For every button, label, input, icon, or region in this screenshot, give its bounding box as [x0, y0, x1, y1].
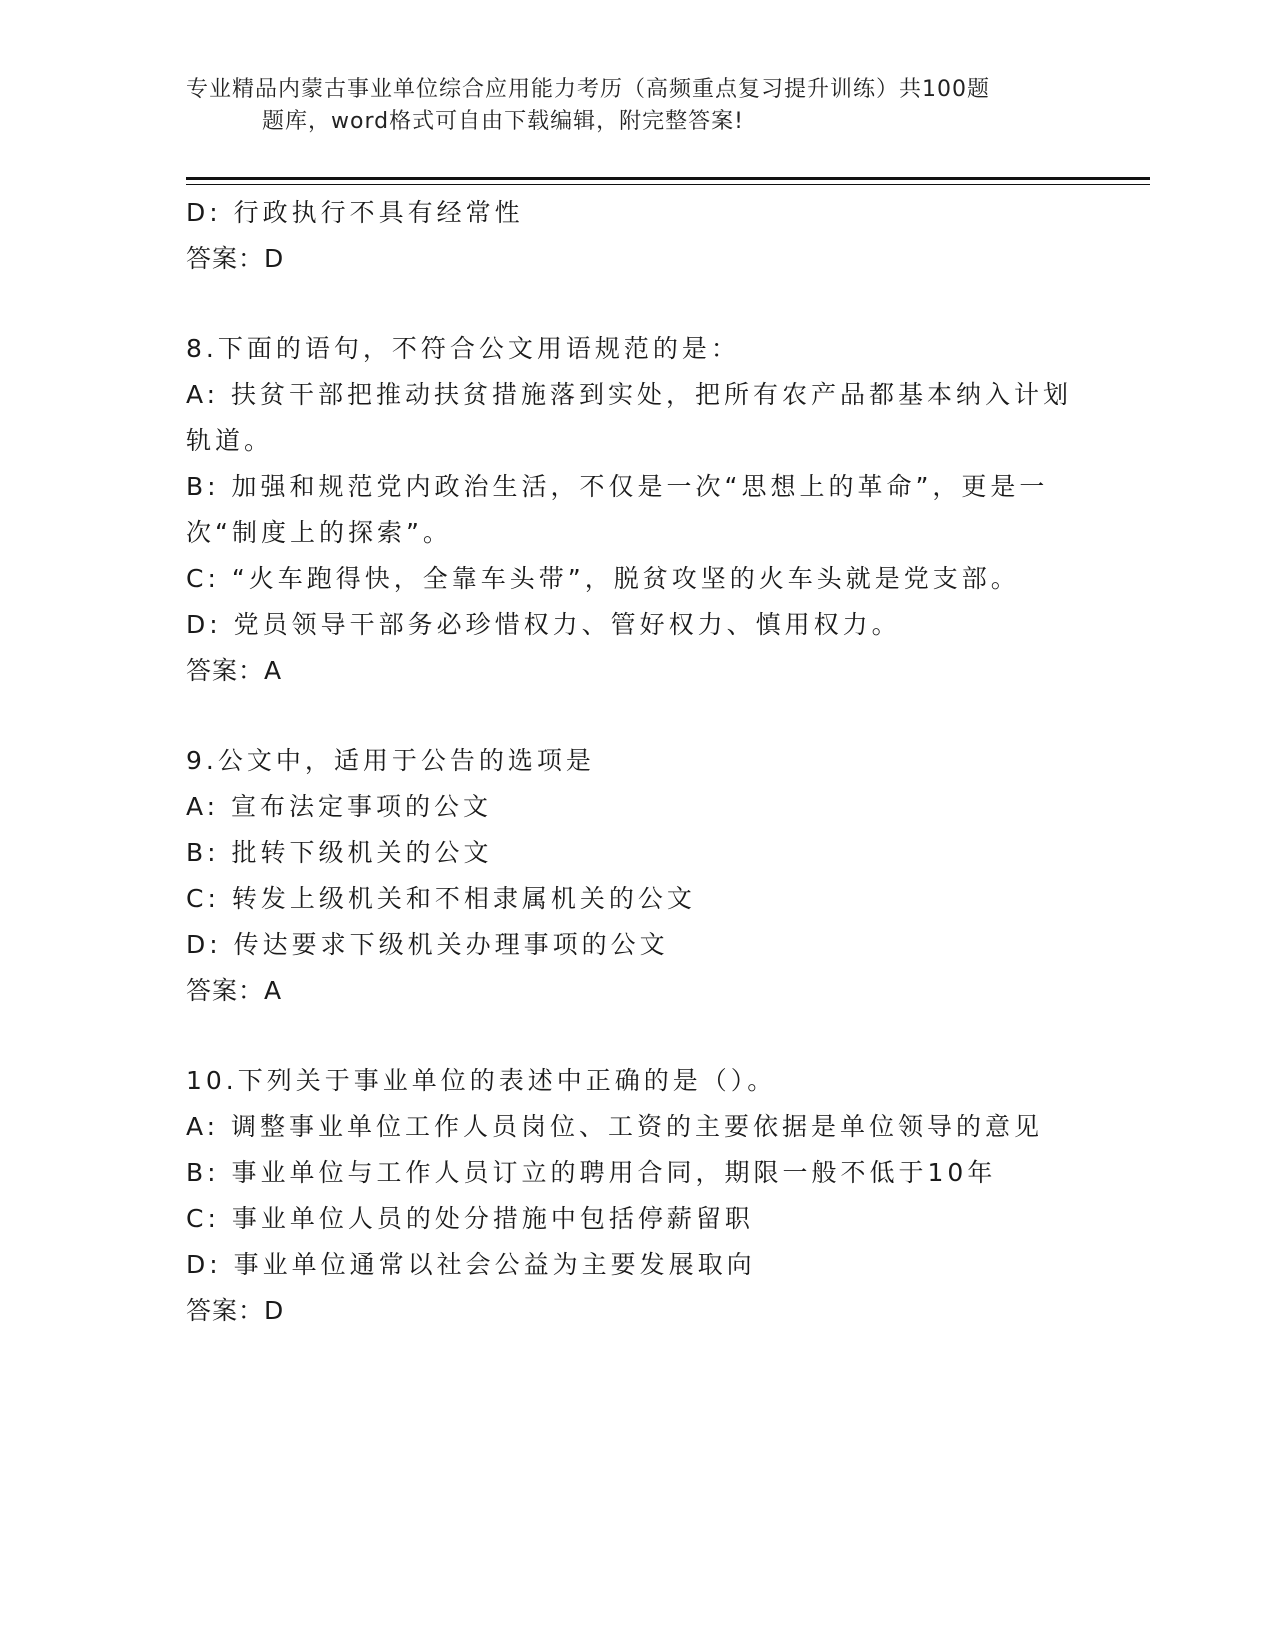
previous-question-tail [186, 190, 1086, 282]
question-stem: 10.下列关于事业单位的表述中正确的是（）。 [186, 1066, 777, 1095]
option-b: B: 事业单位与工作人员订立的聘用合同，期限一般不低于10年 [186, 1158, 997, 1187]
spacer [186, 694, 1086, 738]
document-body [186, 190, 1086, 1334]
option-b-continued: 次“制度上的探索”。 [186, 518, 452, 547]
option-c: C: “火车跑得快，全靠车头带”，脱贫攻坚的火车头就是党支部。 [186, 564, 1020, 593]
question-stem: 8.下面的语句，不符合公文用语规范的是： [186, 334, 740, 363]
question-10 [186, 1058, 1086, 1334]
question-8 [186, 326, 1086, 694]
answer: 答案：A [186, 976, 283, 1005]
header-rule-thick [186, 177, 1150, 180]
option-d: D: 行政执行不具有经常性 [186, 198, 524, 227]
spacer [186, 282, 1086, 326]
question-9 [186, 738, 1086, 1014]
option-d: D: 党员领导干部务必珍惜权力、管好权力、慎用权力。 [186, 610, 901, 639]
option-a-continued: 轨道。 [186, 426, 274, 455]
answer: 答案：A [186, 656, 283, 685]
header-rule-thin [186, 184, 1150, 185]
answer: 答案：D [186, 244, 285, 273]
answer: 答案：D [186, 1296, 285, 1325]
option-d: D: 事业单位通常以社会公益为主要发展取向 [186, 1250, 756, 1279]
spacer [186, 1014, 1086, 1058]
option-a: A: 宣布法定事项的公文 [186, 792, 493, 821]
option-b: B: 加强和规范党内政治生活，不仅是一次“思想上的革命”，更是一 [186, 472, 1049, 501]
question-stem: 9.公文中，适用于公告的选项是 [186, 746, 595, 775]
header-title-line-2: 题库，word格式可自由下载编辑，附完整答案! [262, 109, 744, 134]
option-c: C: 转发上级机关和不相隶属机关的公文 [186, 884, 696, 913]
option-d: D: 传达要求下级机关办理事项的公文 [186, 930, 669, 959]
option-b: B: 批转下级机关的公文 [186, 838, 493, 867]
header-title-line-1: 专业精品内蒙古事业单位综合应用能力考历（高频重点复习提升训练）共100题 [186, 77, 990, 102]
option-a: A: 扶贫干部把推动扶贫措施落到实处，把所有农产品都基本纳入计划 [186, 380, 1073, 409]
option-a: A: 调整事业单位工作人员岗位、工资的主要依据是单位领导的意见 [186, 1112, 1044, 1141]
option-c: C: 事业单位人员的处分措施中包括停薪留职 [186, 1204, 754, 1233]
document-header [186, 74, 1086, 138]
